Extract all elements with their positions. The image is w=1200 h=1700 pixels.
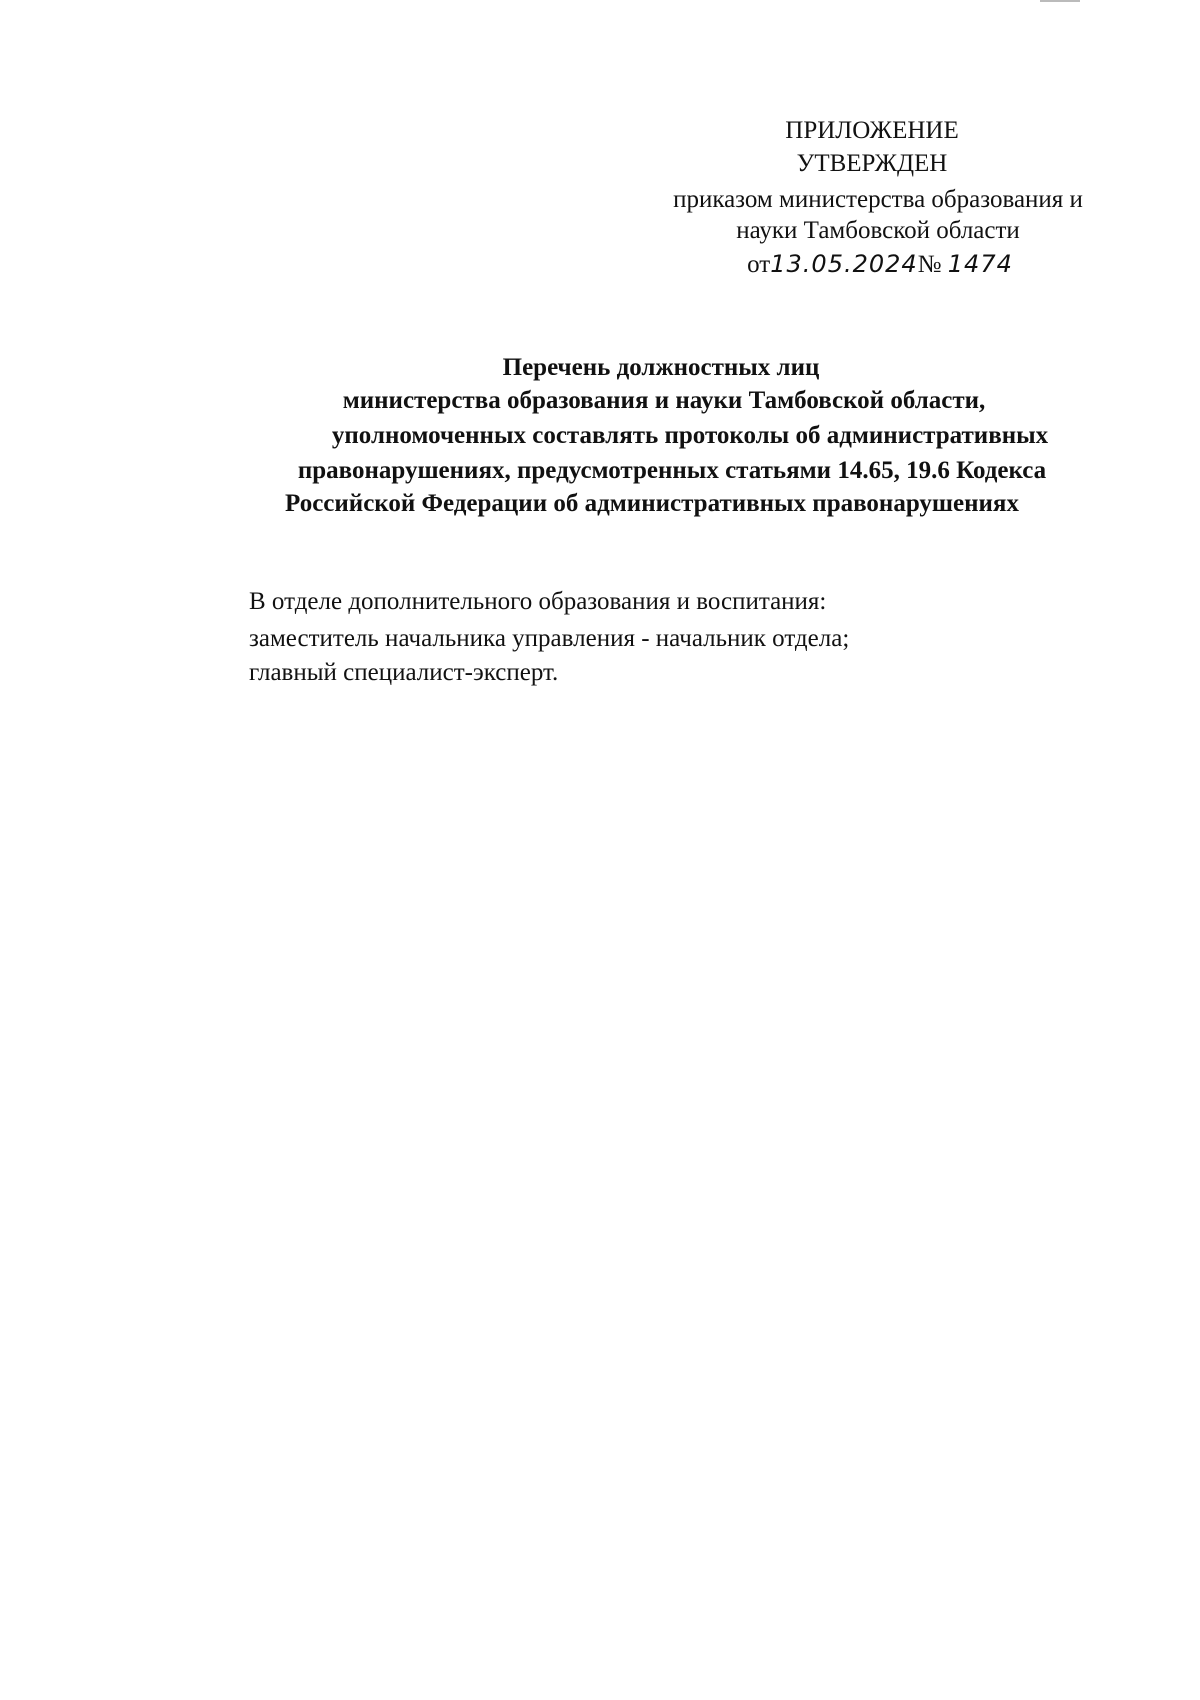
approved-label: УТВЕРЖДЕН [796,150,948,177]
title-line: Российской Федерации об административных правонарушениях [285,490,1019,517]
position-item: заместитель начальника управления - начальник отдела; [249,625,850,652]
date-prefix: от [747,251,771,278]
order-reference: приказом министерства образования и [673,186,1083,213]
handwritten-number: 1474 [947,250,1013,278]
title-line: министерства образования и науки Тамбовской области, [342,387,986,414]
title-line: Перечень должностных лиц [502,354,820,381]
position-item: главный специалист-эксперт. [249,659,559,686]
order-date-number [747,249,1013,280]
appendix-label: ПРИЛОЖЕНИЕ [785,117,959,144]
title-line: правонарушениях, предусмотренных статьями 14.65, 19.6 Кодекса [297,457,1047,484]
scan-artifact [1040,0,1080,2]
department-heading: В отделе дополнительного образования и воспитания: [249,588,827,615]
title-line: уполномоченных составлять протоколы об административных [331,422,1049,449]
handwritten-date: 13.05.2024 [770,250,918,278]
number-prefix: № [917,251,942,278]
ministry-region: науки Тамбовской области [736,217,1020,244]
